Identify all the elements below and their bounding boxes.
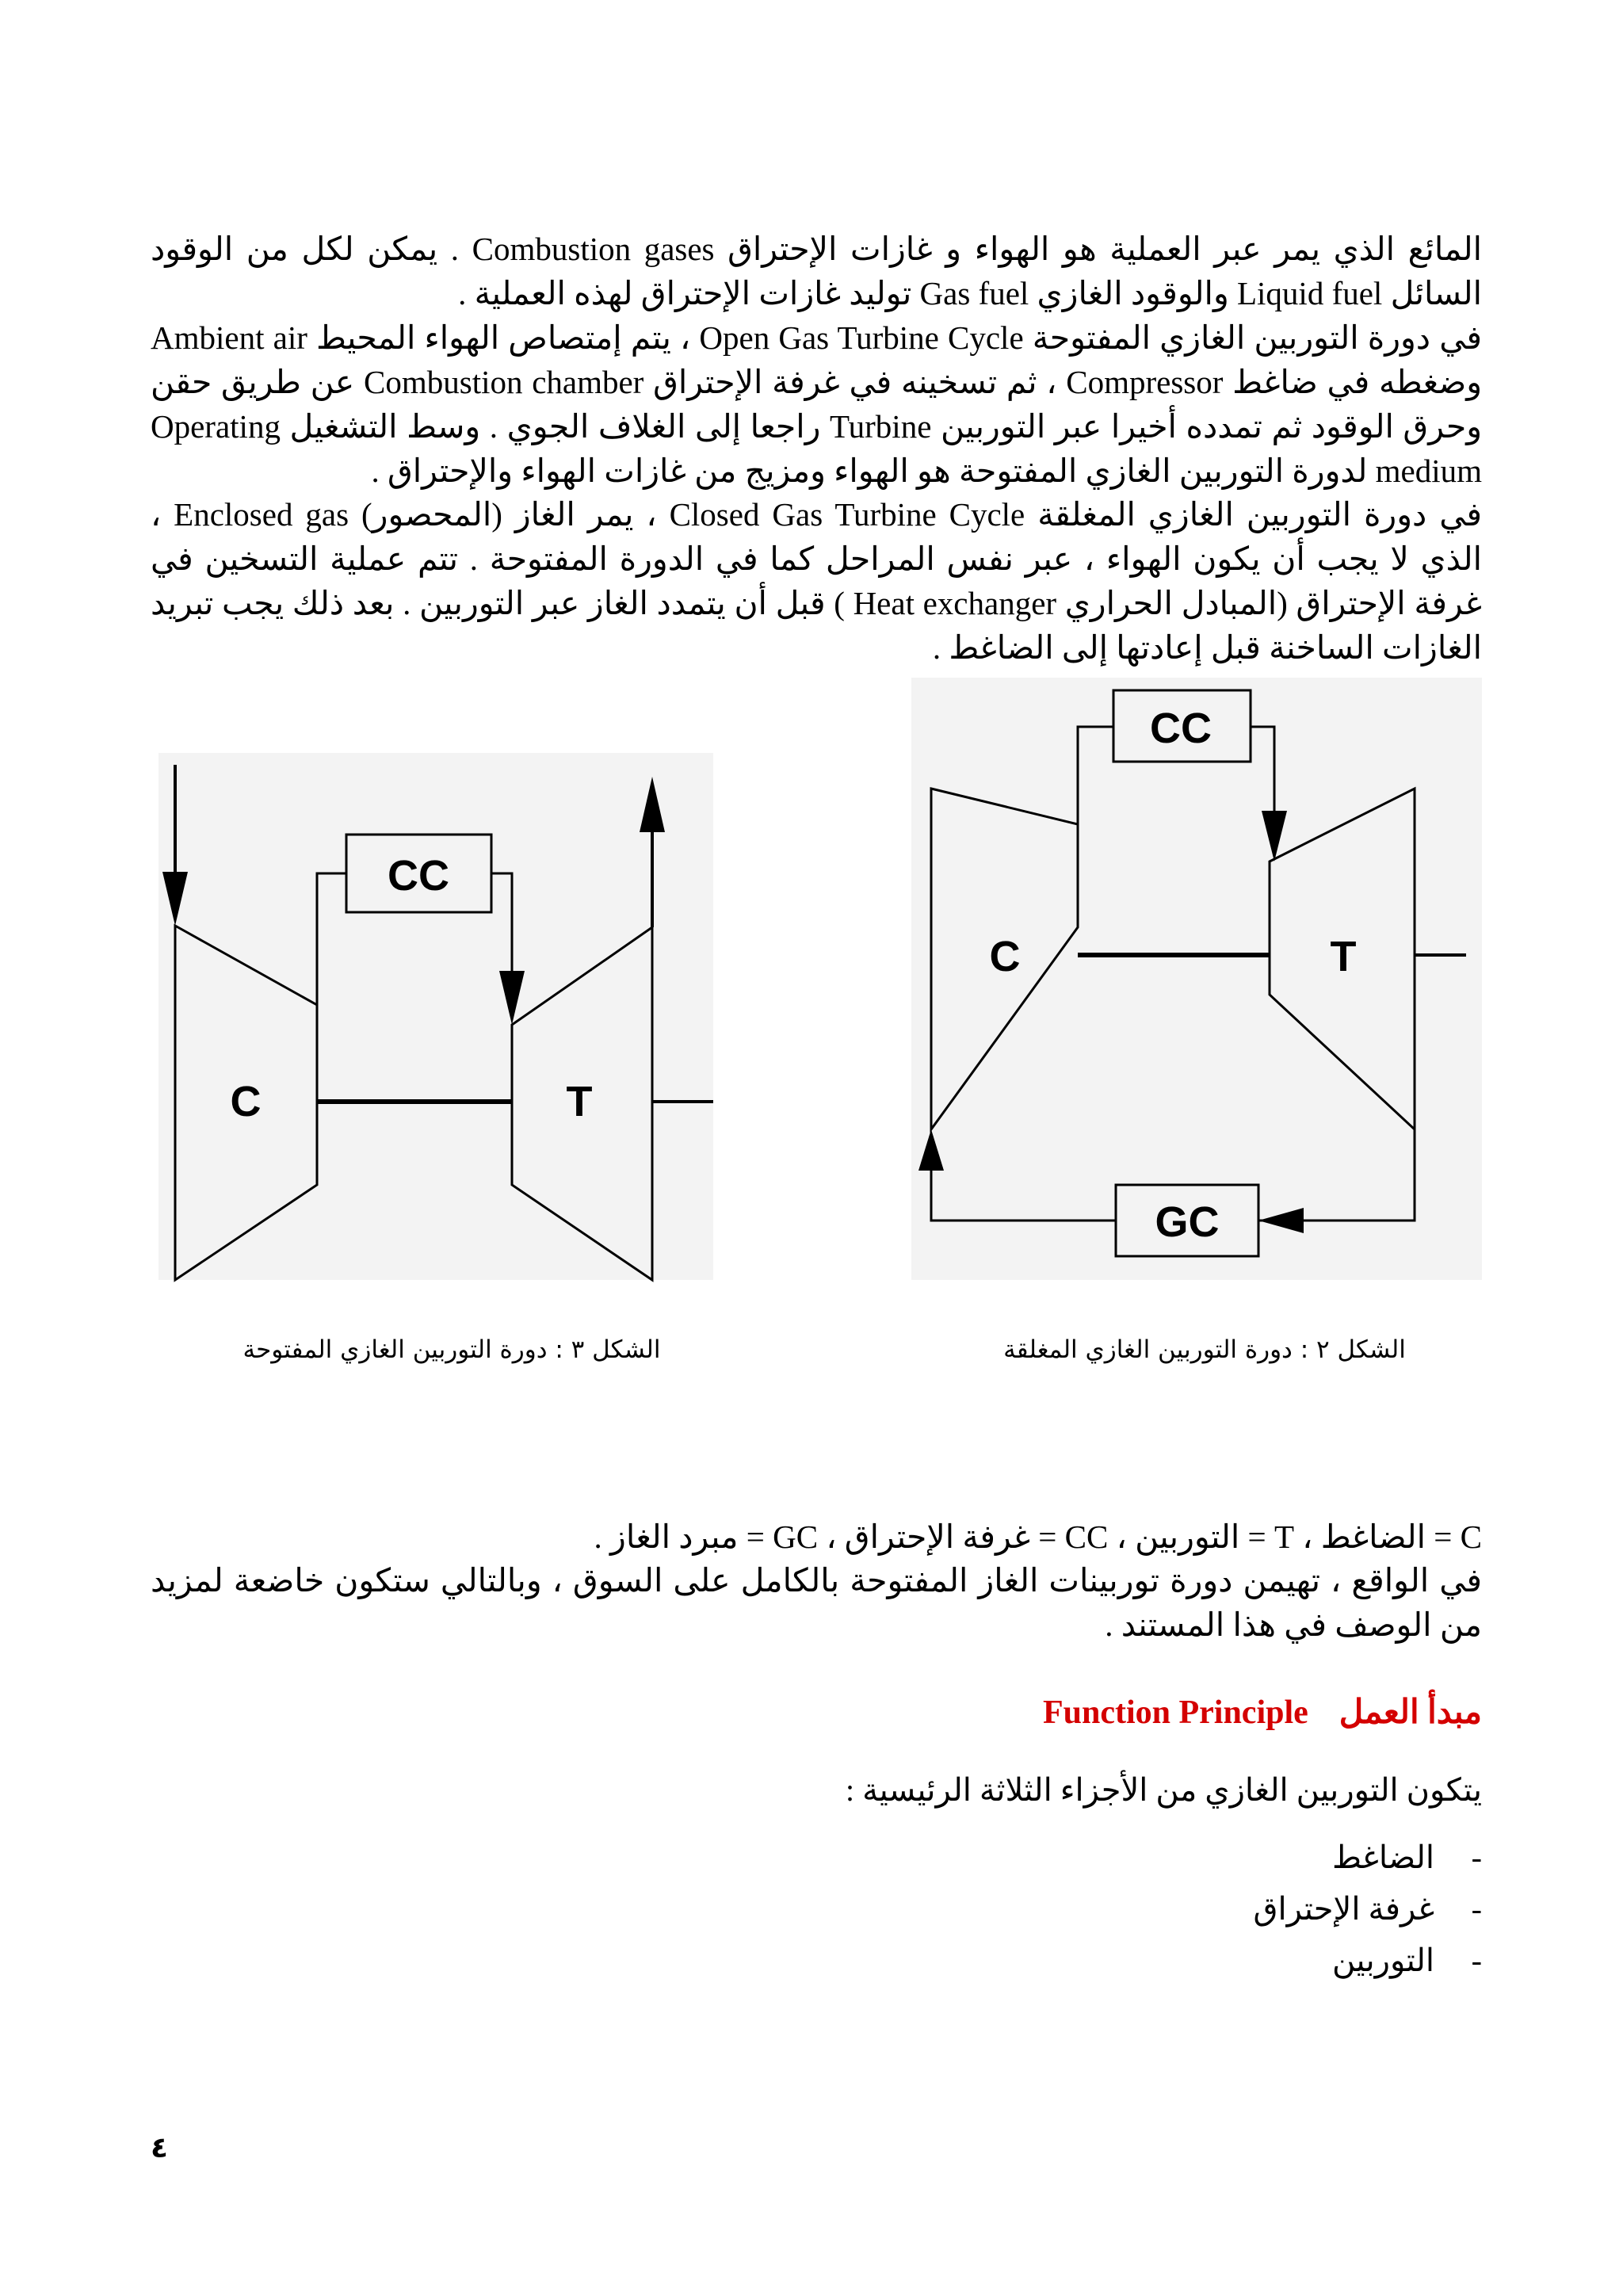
list-item [1254,1890,1483,1927]
open-cycle-diagram [158,753,729,1292]
section-heading [151,1692,1482,1732]
list-item-label: غرفة الإحتراق [1253,1891,1434,1927]
cc-label: CC [1150,705,1212,752]
turbine-label: T [566,1078,593,1125]
list-item-label: الضاغط [1331,1839,1434,1875]
bullet-dash: - [1471,1943,1482,1978]
heading-arabic: مبدأ العمل [1338,1694,1482,1731]
cc-label: CC [388,852,449,900]
bullet-dash: - [1471,1839,1482,1875]
turbine-label: T [1330,933,1357,980]
compressor-label: C [230,1078,262,1125]
paragraph-market: في الواقع ، تهيمن دورة توربينات الغاز المفتوحة بالكامل على السوق ، وبالتالي ستكون خاضعة لمزيد من الوصف في هذا المستند . [151,1562,1482,1643]
compressor-label: C [989,933,1021,980]
section-intro: يتكون التوربين الغازي من الأجزاء الثلاثة الرئيسية : [846,1772,1482,1808]
list-item [1332,1942,1482,1979]
page-number: ٤ [151,2132,168,2164]
heading-english: Function Principle [1042,1694,1308,1731]
bullet-dash: - [1471,1891,1482,1927]
caption-closed-cycle: الشكل ٢ : دورة التوربين الغازي المغلقة [1003,1335,1406,1364]
gc-label: GC [1155,1198,1220,1246]
paragraph-open-cycle: في دورة التوربين الغازي المفتوحة Open Gas Turbine Cycle ، يتم إمتصاص الهواء المحيط Ambient air وضغطه في ضاغط Compressor ، ثم تسخينه في غرفة الإحتراق Combustion chamber عن طريق حقن وحرق الوقود ثم تمدده أخيرا عبر التوربين Turbine راجعا إلى الغلاف الجوي . وسط التشغيل Operating medium لدورة التوربين الغازي المفتوحة هو الهواء ومزيج من غازات الهواء والإحتراق . [151,319,1483,489]
list-item-label: التوربين [1331,1943,1434,1978]
closed-cycle-diagram [911,678,1482,1280]
caption-open-cycle: الشكل ٣ : دورة التوربين الغازي المفتوحة [242,1335,661,1364]
paragraph-closed-cycle: في دورة التوربين الغازي المغلقة Closed Gas Turbine Cycle ، يمر الغاز (المحصور) Enclosed gas ، الذي لا يجب أن يكون الهواء ، عبر نفس المراحل كما في الدورة المفتوحة . تتم عملية التسخين في غرفة الإحتراق (المبادل الحراري Heat exchanger ) قبل أن يتمدد الغاز عبر التوربين . بعد ذلك يجب تبريد الغازات الساخنة قبل إعادتها إلى الضاغط . [151,496,1482,666]
paragraph-working-fluid: المائع الذي يمر عبر العملية هو الهواء و غازات الإحتراق Combustion gases . يمكن لكل من الوقود السائل Liquid fuel والوقود الغازي Gas fuel توليد غازات الإحتراق لهذه العملية . [151,231,1482,311]
legend-line: C = الضاغط ، T = التوربين ، CC = غرفة الإحتراق ، GC = مبرد الغاز . [594,1519,1482,1555]
diagram-background [158,753,713,1280]
list-item [1332,1839,1482,1876]
